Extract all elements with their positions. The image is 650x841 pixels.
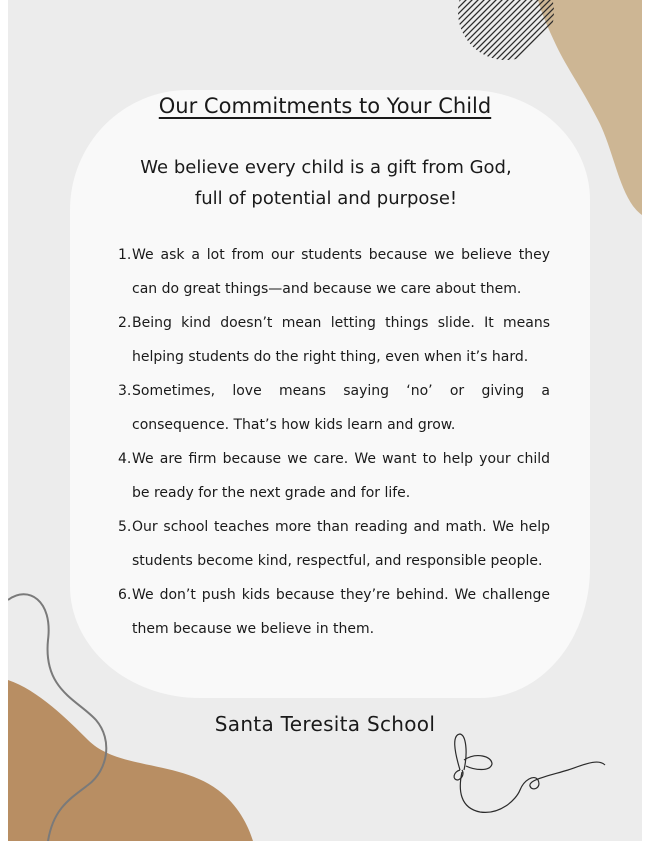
commitment-text: We ask a lot from our students because we believe they can do great things—and because we care about them. bbox=[132, 247, 550, 297]
commitment-item bbox=[118, 510, 550, 578]
commitment-text: Being kind doesn’t mean letting things slide. It means helping students do the right thing, even when it’s hard. bbox=[132, 315, 550, 365]
commitments-list bbox=[118, 238, 550, 646]
school-name: Santa Teresita School bbox=[214, 712, 436, 736]
commitment-item bbox=[118, 442, 550, 510]
commitment-number: 5. bbox=[118, 519, 132, 535]
intro-line-2: full of potential and purpose! bbox=[194, 188, 458, 209]
commitment-item bbox=[118, 306, 550, 374]
brown-blob-shape bbox=[8, 680, 253, 841]
commitment-number: 1. bbox=[118, 247, 132, 263]
commitment-number: 4. bbox=[118, 451, 132, 467]
butterfly-icon bbox=[454, 734, 605, 812]
commitment-text: We don’t push kids because they’re behind. We challenge them because we believe in them. bbox=[132, 587, 550, 637]
commitment-item bbox=[118, 578, 550, 646]
commitment-item bbox=[118, 374, 550, 442]
commitment-number: 2. bbox=[118, 315, 132, 331]
page-title: Our Commitments to Your Child bbox=[158, 94, 492, 118]
commitment-number: 3. bbox=[118, 383, 132, 399]
commitment-item bbox=[118, 238, 550, 306]
commitment-text: Our school teaches more than reading and math. We help students become kind, respectful, and responsible people. bbox=[132, 519, 550, 569]
commitment-text: Sometimes, love means saying ‘no’ or giving a consequence. That’s how kids learn and grow. bbox=[132, 383, 550, 433]
commitment-number: 6. bbox=[118, 587, 132, 603]
flyer-page bbox=[8, 0, 642, 841]
commitment-text: We are firm because we care. We want to help your child be ready for the next grade and for life. bbox=[132, 451, 550, 501]
intro-line-1: We believe every child is a gift from God, bbox=[140, 157, 512, 178]
intro-statement bbox=[126, 152, 526, 214]
